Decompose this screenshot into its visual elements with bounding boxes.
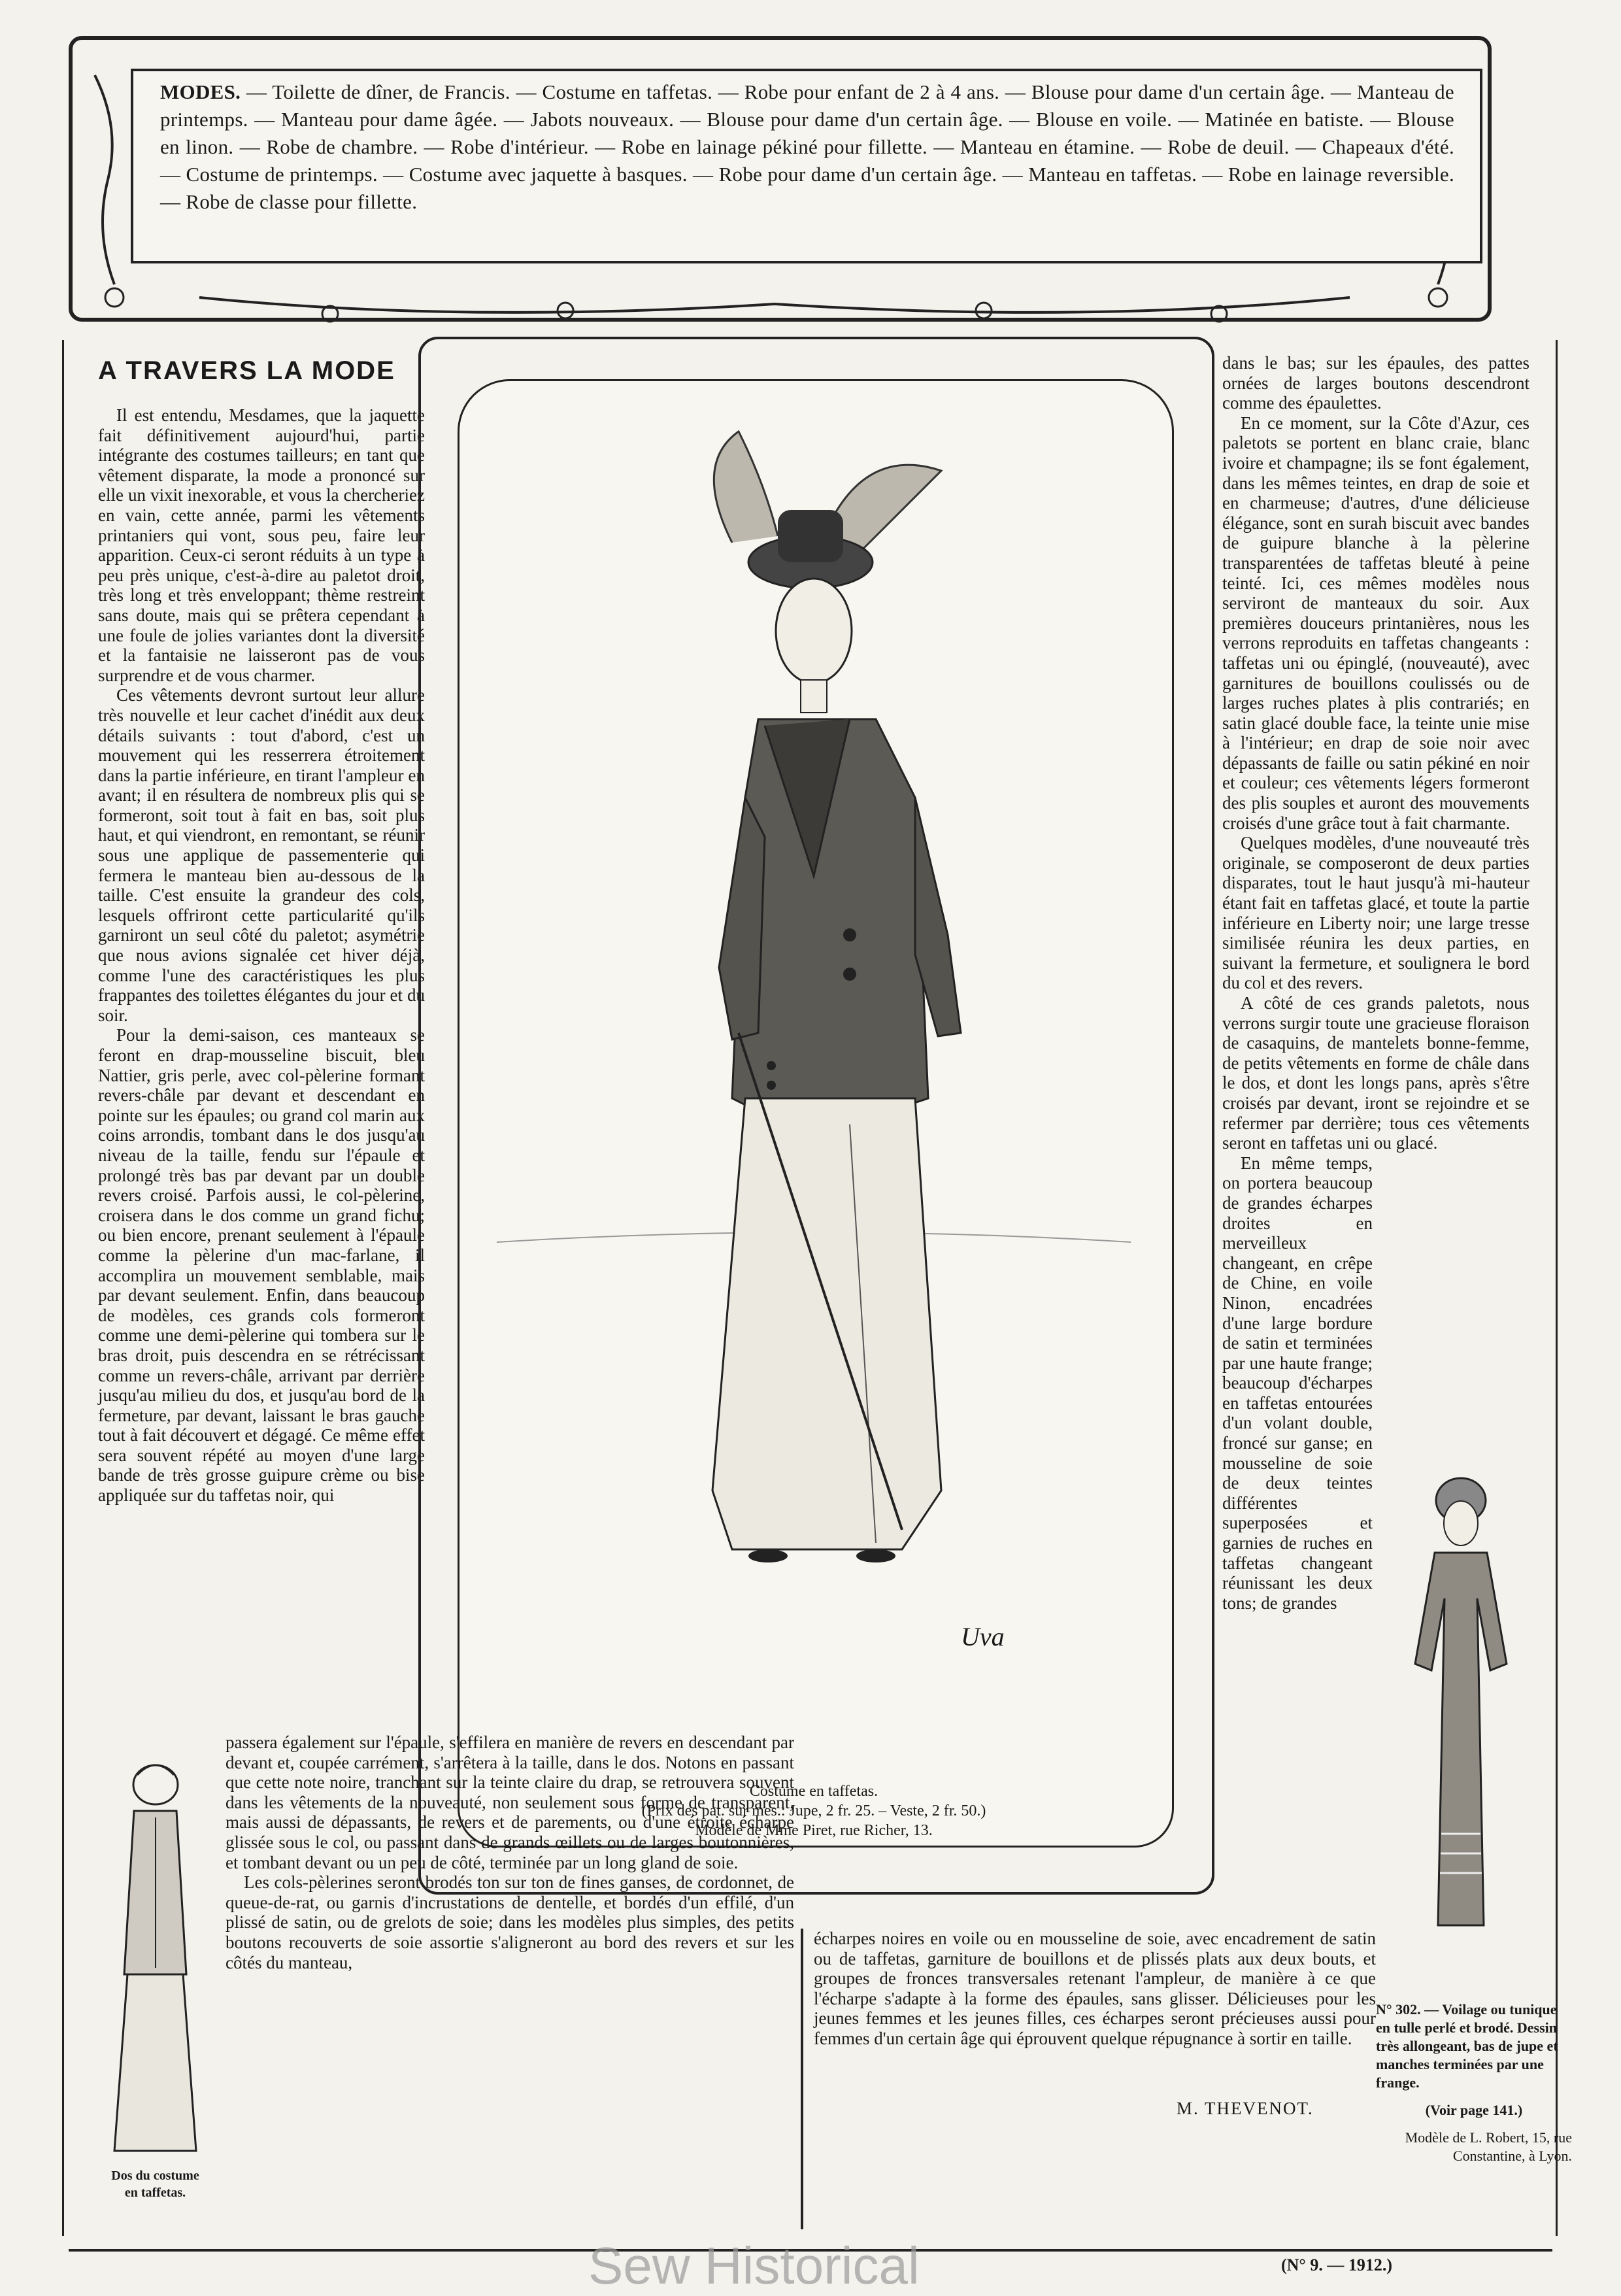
watermark: Sew Historical <box>588 2237 920 2295</box>
plate-caption-price: (Prix des pat. sur mes.: Jupe, 2 fr. 25. – Veste, 2 fr. 50.) <box>641 1802 986 1819</box>
header-contents <box>160 78 1454 216</box>
article-title: A TRAVERS LA MODE <box>98 356 395 385</box>
header-label: MODES. <box>160 80 241 103</box>
back-view-caption <box>98 2167 212 2201</box>
page-border-right <box>1556 340 1558 2236</box>
back-view-caption-line1: Dos du costume <box>111 2169 199 2183</box>
article-bottom-left <box>226 1732 794 1972</box>
page-border-left <box>62 340 64 2236</box>
fashion-plate-illustration <box>458 379 1170 1778</box>
plate-caption-model: Modèle de Mme Piret, rue Richer, 13. <box>695 1822 933 1839</box>
article-left-column <box>98 405 425 1506</box>
artist-signature: Uva <box>961 1622 1005 1651</box>
tunic-caption-text: N° 302. — Voilage ou tunique en tulle perlé et brodé. Dessin très allongeant, bas de jupe et manches terminées par une frange. <box>1376 2001 1558 2091</box>
author-signature: M. THEVENOT. <box>1177 2099 1314 2118</box>
header-list: — Toilette de dîner, de Francis. — Costume en taffetas. — Robe pour enfant de 2 à 4 ans. — Blouse pour dame d'un certain âge. — Manteau de printemps. — Manteau pour dame âgée. — Jabots nouveaux. — Blouse pour dame d'un certain âge. — Blouse en voile. — Matinée en batiste. — Blouse en linon. — Robe de chambre. — Robe d'intérieur. — Robe en lainage pékiné pour fillette. — Manteau en étamine. — Robe de deuil. — Chapeaux d'été. — Costume de printemps. — Costume avec jaquette à basques. — Robe pour dame d'un certain âge. — Manteau en taffetas. — Robe en lainage reversible. — Robe de classe pour fillette. <box>160 80 1454 213</box>
column-divider <box>801 1929 803 2229</box>
tunic-figure <box>1399 1468 1523 1938</box>
see-page-reference: (Voir page 141.) <box>1425 2102 1523 2118</box>
paragraph: En ce moment, sur la Côte d'Azur, ces paletots se portent en blanc craie, blanc ivoire et champagne; ils se font également, dans les mêmes teintes, en drap de soie et en charmeuse; d'autres, d'une délicieuse élégance, sont en surah biscuit avec bandes de guipure blanche à la pèlerine transparentées de taffetas bleuté à peine teinté. Ici, ces mêmes modèles nous serviront de manteaux du soir. Aux premières douceurs printanières, nous les verrons reproduits en taffetas changeants : taffetas uni ou épinglé, (nouveauté), avec garnitures de bouillons coulissés ou de larges ruches plates à plis contrariés; en satin glacé double face, la teinte unie mise à l'intérieur; en drap de soie noir avec dépassants de faille ou satin pékiné en noir et couleur; ces vêtements légers formeront des plis souples et auront des mouvements croisés d'une grâce tout à fait charmante. <box>1222 413 1529 833</box>
paragraph: Il est entendu, Mesdames, que la jaquette fait définitivement aujourd'hui, partie intégrante des costumes tailleurs; en tant que vêtement disparate, la mode a prononcé sur elle un vixit inexorable, et vous la chercheriez en vain, cette année, parmi les vêtements printaniers qui vont, sous peu, faire leur apparition. Ceux-ci seront réduits à un type à peu près unique, c'est-à-dire au paletot droit, très long et très enveloppant; thème restreint sans doute, mais qui se prêtera cependant à une foule de jolies variantes dont la diversité et la fantaisie ne laisseront pas de vous surprendre et de vous charmer. <box>98 405 425 685</box>
tunic-caption <box>1376 2001 1572 2165</box>
page-number: (N° 9. — 1912.) <box>1281 2255 1392 2274</box>
paragraph: Pour la demi-saison, ces manteaux se feront en drap-mousseline biscuit, bleu Nattier, gris perle, avec col-pèlerine formant revers-châle par devant et descendant en pointe sur les épaules; ou grand col marin aux coins arrondis, tombant dans le dos jusqu'au niveau de la taille, fendu sur l'épaule et prolongé très bas par devant par un double revers croisé. Parfois aussi, le col-pèlerine, croisera dans le dos comme un grand fichu; ou bien encore, prenant seulement à l'épaule comme la pèlerine d'un mac-farlane, il accomplira un mouvement semblable, mais par devant seulement. Enfin, dans beaucoup de modèles, ces grands cols formeront comme une demi-pèlerine qui tombera sur le bras droit, puis descendra en se rétrécissant comme un revers-châle, arrivant par derrière jusqu'au milieu du dos, et jusqu'au bord de la fermeture, par devant, laissant le bras gauche tout à fait découvert et dégagé. Ce même effet sera souvent répété au moyen d'une large bande de très grosse guipure crème ou bise appliquée sur du taffetas noir, qui <box>98 1025 425 1506</box>
paragraph: En même temps, on portera beaucoup de grandes écharpes droites en merveilleux changeant, en crêpe de Chine, en voile Ninon, encadrées d'une large bordure de satin et terminées par une haute frange; beaucoup d'écharpes en taffetas entourées d'un volant double, froncé sur ganse; en mousseline de soie de deux teintes différentes superposées et garnies de ruches en taffetas changeant réunissant les deux tons; de grandes <box>1222 1153 1373 1613</box>
tunic-model-credit: Modèle de L. Robert, 15, rue Constantine, à Lyon. <box>1405 2129 1572 2164</box>
article-right-column <box>1222 353 1529 1613</box>
back-view-figure <box>98 1759 212 2164</box>
paragraph: Quelques modèles, d'une nouveauté très originale, se composeront de deux parties disparates, tout le haut jusqu'à mi-hauteur étant fait en taffetas glacé, et toute la partie inférieure en Liberty noir; une large tresse similisée réunira les deux parties, en suivant la fermeture, et soulignera le bord du col et des revers. <box>1222 833 1529 993</box>
paragraph: A côté de ces grands paletots, nous verrons surgir toute une gracieuse floraison de casaquins, de mantelets bonne-femme, de petits vêtements en forme de châle dans le dos, et dont les longs pans, après s'être croisés par devant, iront se rejoindre et se refermer par derrière; tous ces vêtements seront en taffetas uni ou glacé. <box>1222 993 1529 1153</box>
paragraph: dans le bas; sur les épaules, des pattes ornées de larges boutons descendront comme des épaulettes. <box>1222 353 1529 413</box>
paragraph: Les cols-pèlerines seront brodés ton sur ton de fines ganses, de cordonnet, de queue-de-rat, ou garnis d'incrustations de dentelle, et bordés d'un effilé, d'un plissé de satin, ou de grelots de soie; dans les modèles plus simples, des petits boutons recouverts de soie assortie s'aligneront au bord des revers et sur les côtés du manteau, <box>226 1872 794 1972</box>
article-bottom-middle: écharpes noires en voile ou en mousseline de soie, avec encadrement de satin ou de taffetas, garniture de bouillons et de plissés plats aux deux bouts, et groupes de fronces transversales retenant l'ampleur, de manière à ce que l'écharpe s'adapte à la forme des épaules, sans glisser. Délicieuses pour les jeunes femmes et les jeunes filles, ces écharpes seront précieuses aussi pour femmes d'un certain âge qui éprouvent quelque répugnance à sortir en taille. <box>814 1929 1376 2048</box>
plate-caption-title: Costume en taffetas. <box>749 1783 878 1800</box>
paragraph: Ces vêtements devront surtout leur allure très nouvelle et leur cachet d'inédit aux deux détails suivants : tout d'abord, c'est un mouvement qui les resserrera étroitement dans la partie inférieure, en tirant l'ampleur en avant; il en résultera de nombreux plis qui se formeront, soit tout à fait en bas, soit plus haut, et qui viendront, en remontant, se réunir sous une applique de passementerie qui fermera le manteau bien au-dessous de la taille. C'est ensuite la grandeur des cols, lesquels offriront cette particularité qu'ils garniront un seul côté du paletot; asymétrie que nous avions signalée cet hiver déjà, comme l'une des caractéristiques les plus frappantes des toilettes élégantes du jour et du soir. <box>98 685 425 1025</box>
back-view-caption-line2: en taffetas. <box>124 2186 186 2200</box>
paragraph: passera également sur l'épaule, s'effilera en manière de revers en descendant par devant et, coupée carrément, s'arrêtera à la taille, dans le dos. Notons en passant que cette note noire, tranchant sur la teinte claire du drap, se retrouvera souvent dans les vêtements de la nouveauté, non seulement sous forme de transparent, mais aussi de dépassants, de revers et de parements, ou d'une étroite écharpe glissée sous le col, ou passant dans de grands œillets ou de larges boutonnières, et tombant devant ou un peu de côté, terminée par un long gland de soie. <box>226 1732 794 1872</box>
